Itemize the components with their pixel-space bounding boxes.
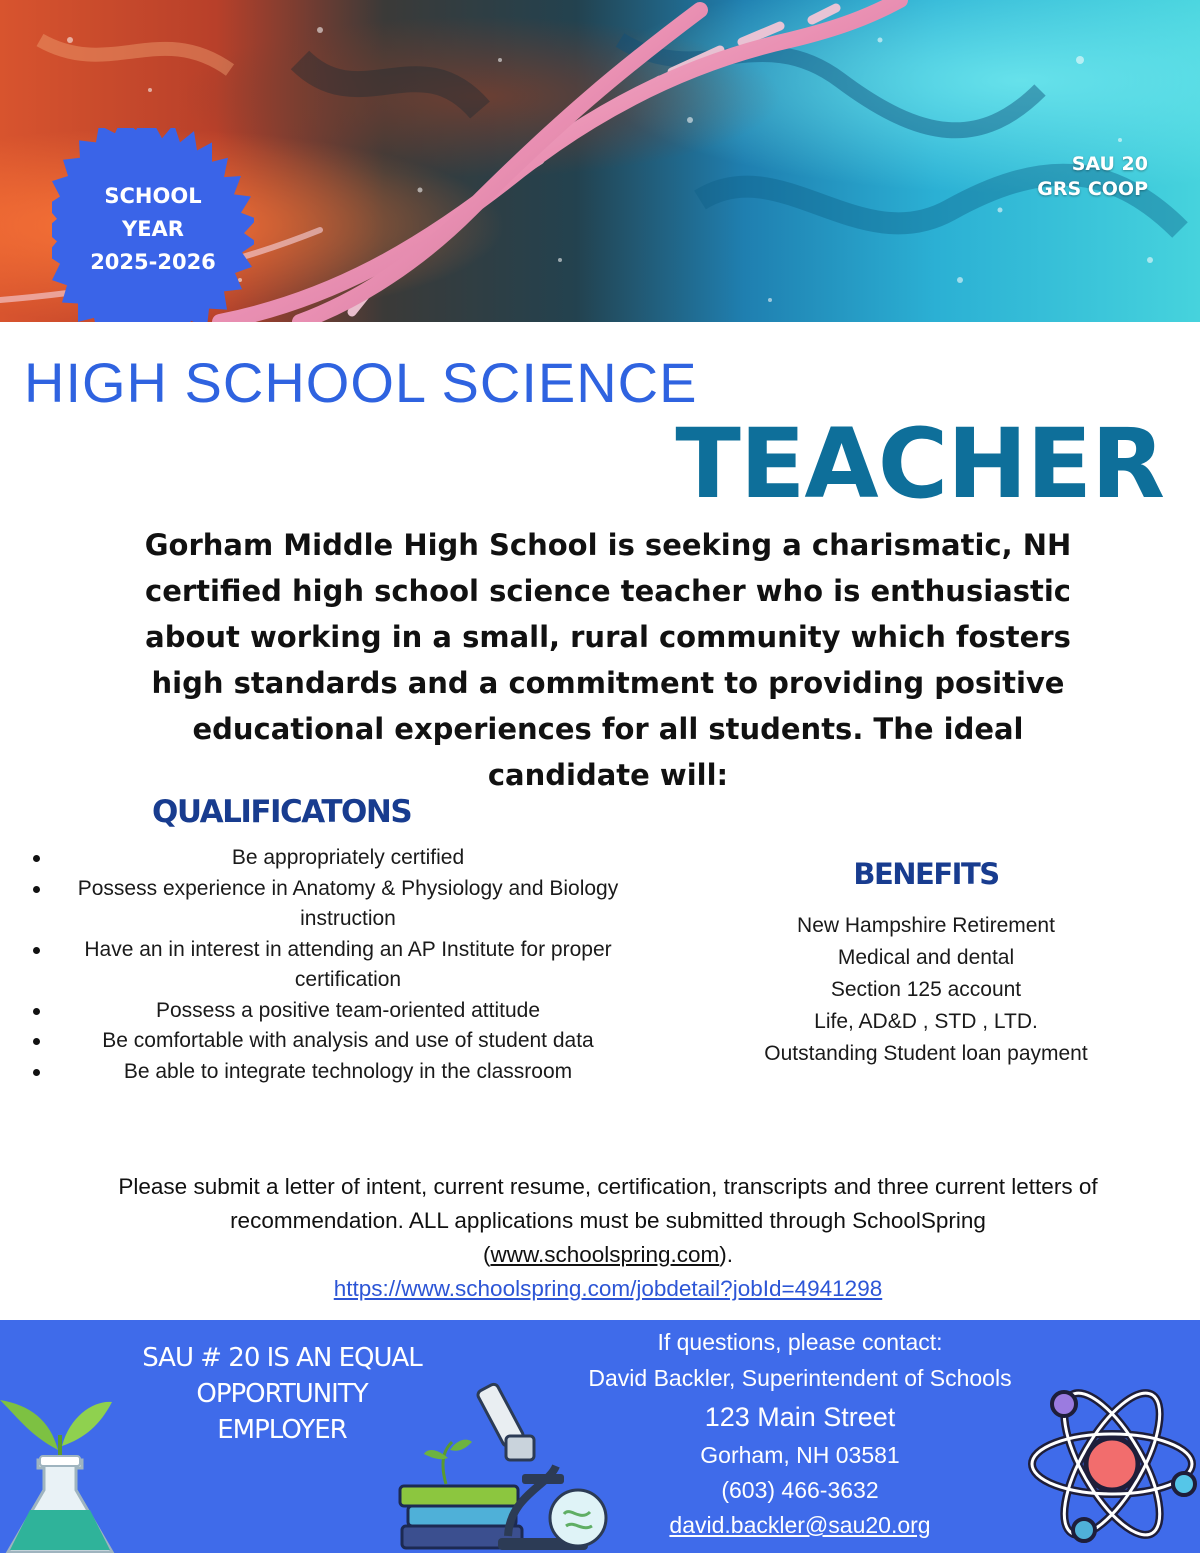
bullet-icon bbox=[33, 1038, 40, 1045]
contact-street: 123 Main Street bbox=[704, 1402, 896, 1432]
list-item bbox=[24, 843, 640, 874]
bullet-icon bbox=[33, 947, 40, 954]
badge-line-year: YEAR bbox=[122, 216, 184, 241]
district-tag bbox=[1037, 152, 1148, 202]
eoe-line-3: EMPLOYER bbox=[217, 1415, 347, 1445]
title-subject: HIGH SCHOOL SCIENCE bbox=[24, 351, 698, 414]
contact-prompt: If questions, please contact: bbox=[657, 1329, 943, 1355]
list-item bbox=[24, 874, 640, 935]
qualification-text: Possess experience in Anatomy & Physiology and Biology instruction bbox=[77, 876, 619, 930]
close-paren: ). bbox=[719, 1242, 734, 1267]
bullet-icon bbox=[33, 1069, 40, 1076]
list-item bbox=[24, 1026, 640, 1057]
submission-text: Please submit a letter of intent, current resume, certification, transcripts and three current letters of recommendation. ALL applications must be submitted through SchoolSpring bbox=[118, 1174, 1098, 1233]
benefits-heading: BENEFITS bbox=[853, 857, 999, 891]
benefit-item: Outstanding Student loan payment bbox=[764, 1042, 1088, 1065]
list-item bbox=[24, 996, 640, 1027]
qualification-text: Have an in interest in attending an AP Institute for proper certification bbox=[84, 937, 612, 991]
bullet-icon bbox=[33, 886, 40, 893]
qualifications-list bbox=[24, 843, 640, 1087]
submission-instructions bbox=[50, 1170, 1166, 1306]
schoolspring-site-link[interactable]: www.schoolspring.com bbox=[490, 1242, 720, 1267]
qualification-text: Possess a positive team-oriented attitude bbox=[155, 998, 541, 1022]
school-year-badge bbox=[52, 128, 254, 322]
district-line-sau: SAU 20 bbox=[1071, 153, 1148, 175]
atom-icon bbox=[1024, 1374, 1200, 1550]
eoe-line-1: SAU # 20 IS AN EQUAL bbox=[142, 1343, 422, 1373]
flask-plant-icon bbox=[0, 1380, 118, 1553]
benefit-item: Life, AD&D , STD , LTD. bbox=[814, 1010, 1038, 1033]
intro-paragraph: Gorham Middle High School is seeking a charismatic, NH certified high school science teacher who is enthusiastic about working in a small, rural community which fosters high standards and a commitment to providing positive educational experiences for all students. The ideal candidate will: bbox=[144, 528, 1072, 792]
footer-contact-band bbox=[0, 1320, 1200, 1553]
eoe-line-2: OPPORTUNITY bbox=[196, 1379, 368, 1409]
bullet-icon bbox=[33, 855, 40, 862]
badge-line-school: SCHOOL bbox=[104, 183, 202, 208]
equal-opportunity-statement bbox=[112, 1340, 452, 1448]
benefit-item: Section 125 account bbox=[830, 978, 1022, 1001]
benefit-item: Medical and dental bbox=[837, 946, 1015, 969]
qualification-text: Be able to integrate technology in the classroom bbox=[123, 1059, 573, 1083]
contact-name: David Backler, Superintendent of Schools bbox=[588, 1365, 1012, 1391]
bullet-icon bbox=[33, 1008, 40, 1015]
contact-city: Gorham, NH 03581 bbox=[700, 1442, 900, 1468]
job-posting-link[interactable]: https://www.schoolspring.com/jobdetail?jobId=4941298 bbox=[333, 1276, 883, 1301]
qualifications-heading: QUALIFICATONS bbox=[152, 794, 412, 830]
title-role: TEACHER bbox=[675, 408, 1164, 520]
qualification-text: Be comfortable with analysis and use of student data bbox=[102, 1029, 594, 1052]
header-banner bbox=[0, 0, 1200, 322]
qualification-text: Be appropriately certified bbox=[231, 846, 465, 869]
list-item bbox=[24, 1057, 640, 1088]
benefits-list bbox=[686, 910, 1166, 1070]
list-item bbox=[24, 935, 640, 996]
contact-email-link[interactable]: david.backler@sau20.org bbox=[669, 1512, 931, 1538]
contact-phone[interactable]: (603) 466-3632 bbox=[721, 1477, 879, 1503]
contact-block bbox=[530, 1324, 1070, 1543]
benefit-item: New Hampshire Retirement bbox=[797, 914, 1055, 937]
badge-line-dates: 2025-2026 bbox=[90, 249, 216, 274]
district-line-coop: GRS COOP bbox=[1037, 178, 1148, 200]
open-paren: ( bbox=[482, 1242, 491, 1267]
